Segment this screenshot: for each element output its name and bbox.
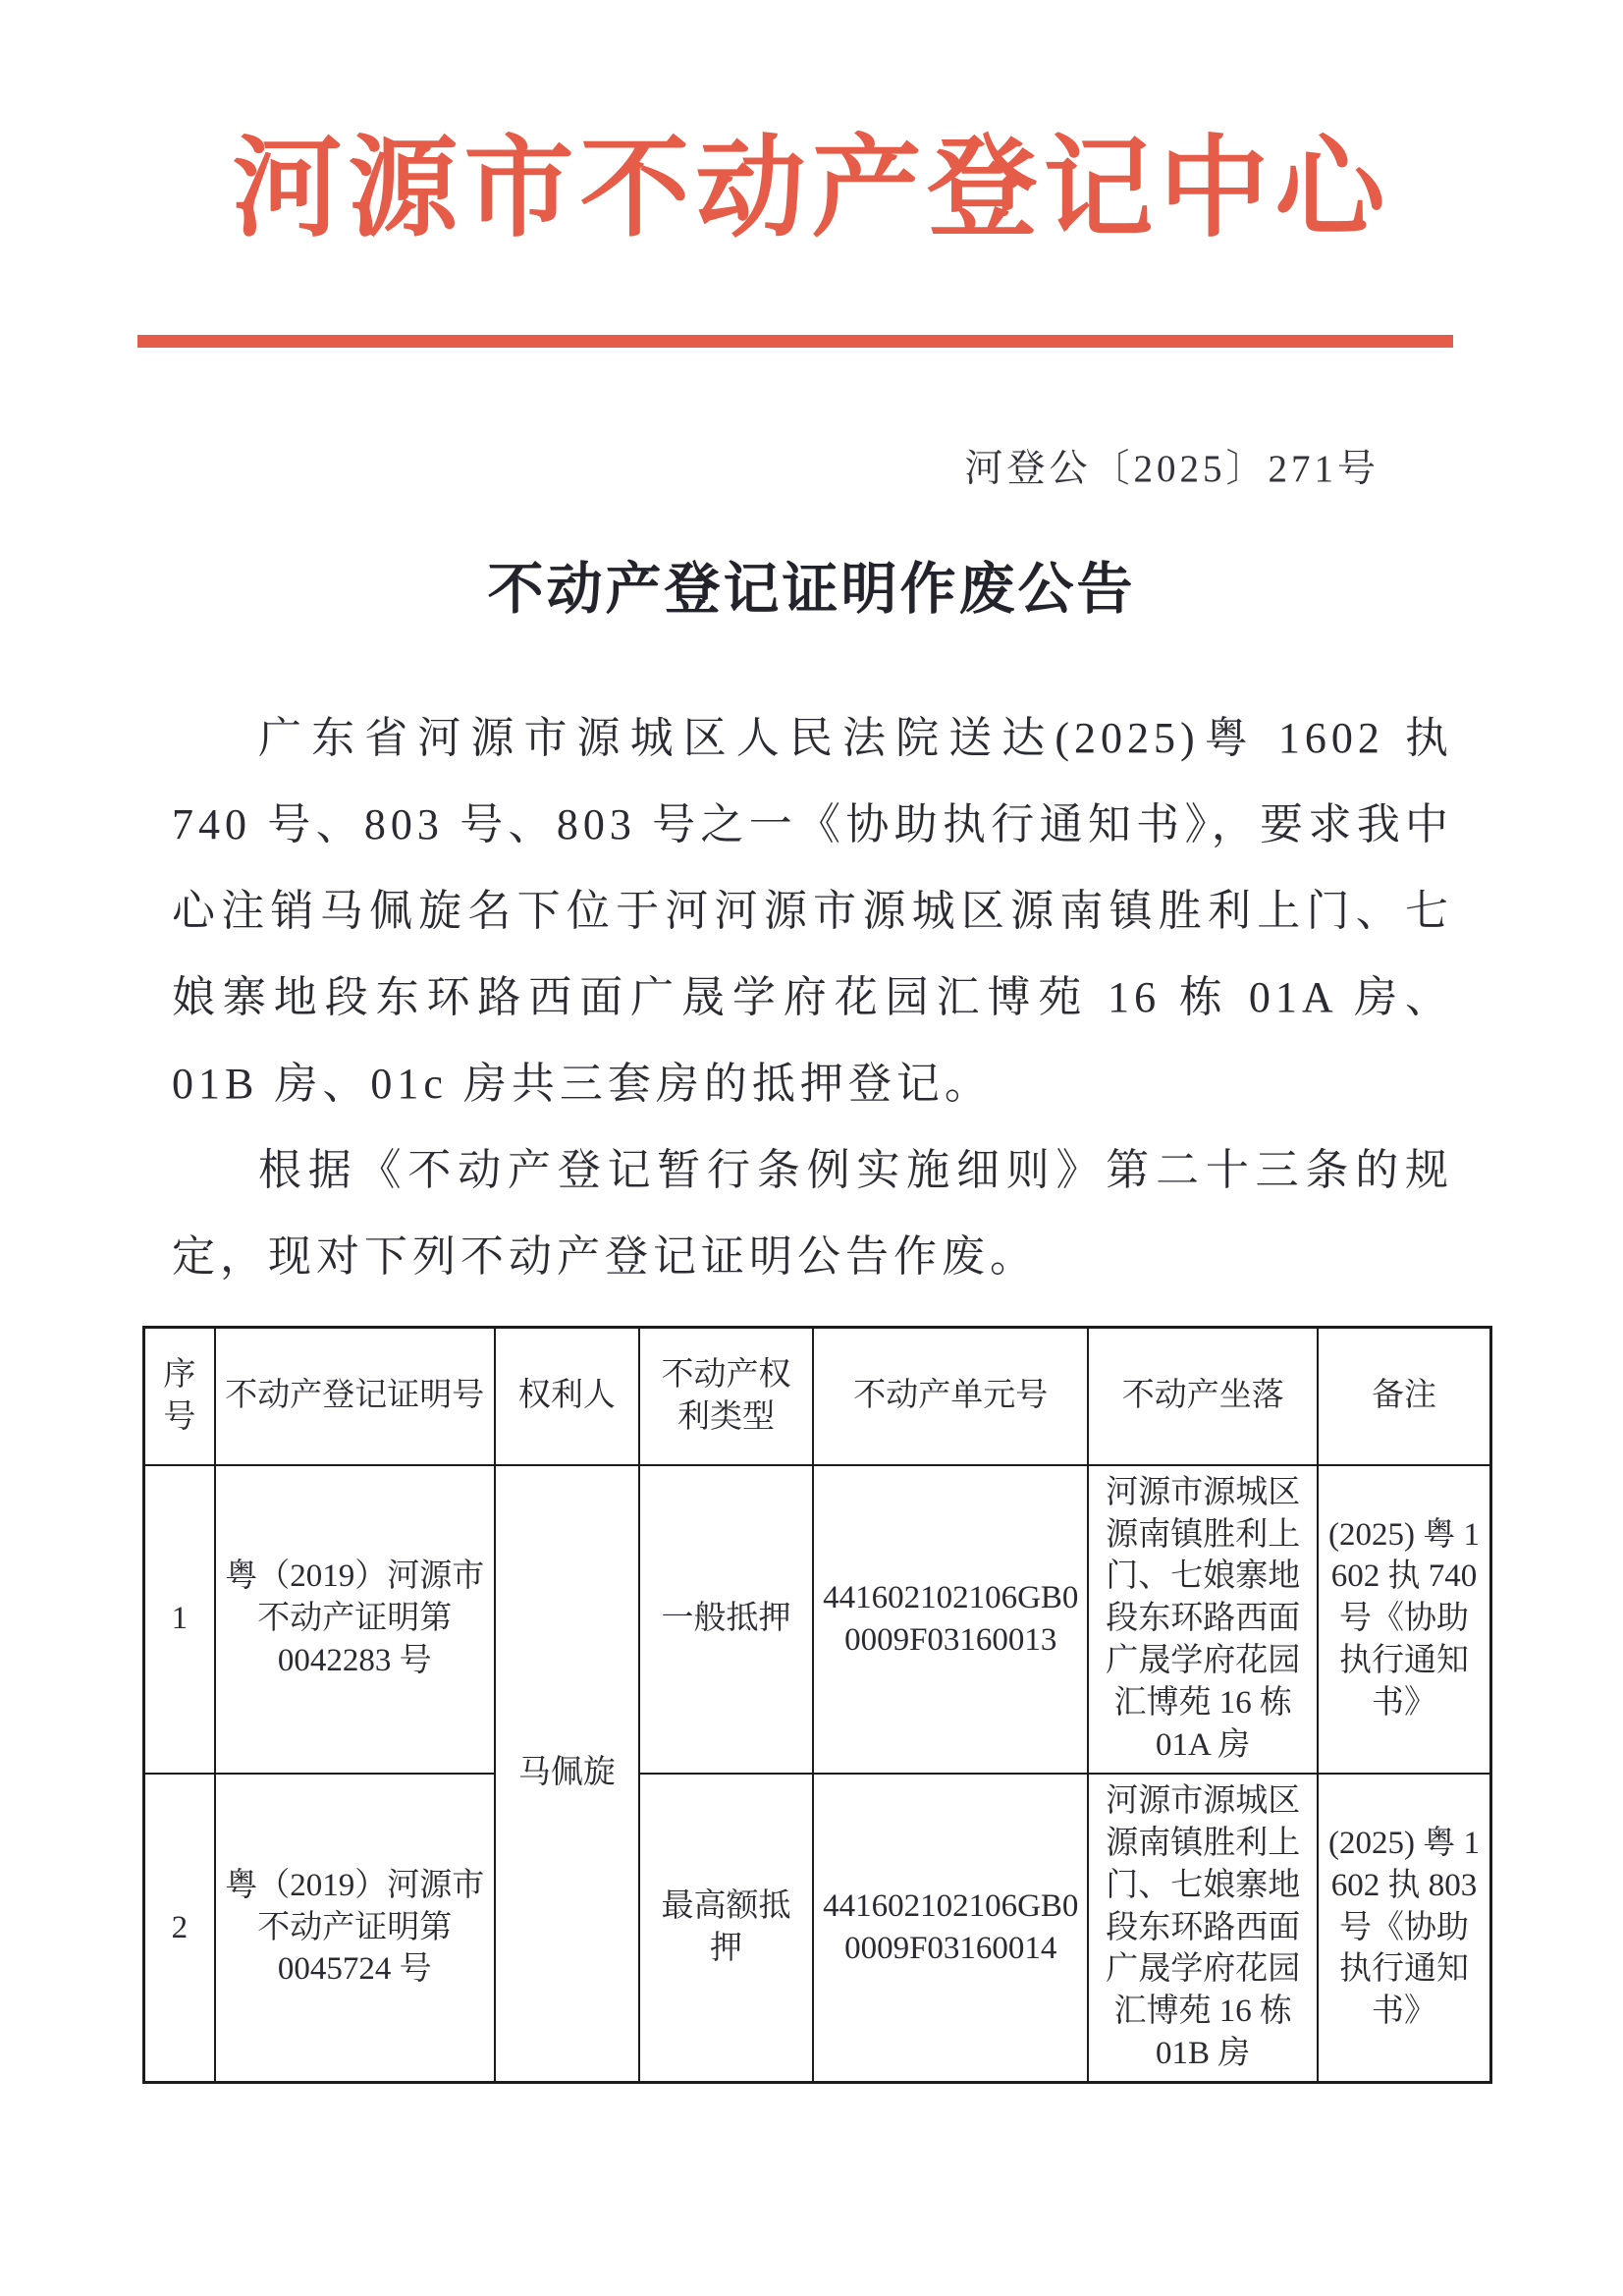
cell-right-type: 一般抵押 (639, 1465, 813, 1774)
cell-right-type: 最高额抵押 (639, 1774, 813, 2083)
header-cert-no: 不动产登记证明号 (215, 1328, 495, 1465)
table-header-row (144, 1328, 1491, 1465)
letterhead-org-name: 河源市不动产登记中心 (232, 129, 1391, 250)
header-unit-no: 不动产单元号 (813, 1328, 1088, 1465)
notice-paragraph: 根据《不动产登记暂行条例实施细则》第二十三条的规定，现对下列不动产登记证明公告作废。 (172, 1146, 1453, 1282)
voided-certificates-table (142, 1326, 1492, 2084)
cell-index: 1 (144, 1465, 215, 1774)
cell-remark: (2025) 粤 1602 执 740 号《协助执行通知书》 (1318, 1465, 1490, 1774)
cell-unit-no: 441602102106GB00009F03160013 (813, 1465, 1088, 1774)
cell-index: 2 (144, 1774, 215, 2083)
header-index: 序号 (144, 1328, 215, 1465)
cell-unit-no: 441602102106GB00009F03160014 (813, 1774, 1088, 2083)
letterhead-divider (137, 335, 1453, 348)
table-row (144, 1465, 1491, 1774)
table-row (144, 1774, 1491, 2083)
cell-location: 河源市源城区源南镇胜利上门、七娘寨地段东环路西面广晟学府花园汇博苑 16 栋 01A 房 (1088, 1465, 1318, 1774)
header-rights-holder: 权利人 (495, 1328, 639, 1465)
cell-location: 河源市源城区源南镇胜利上门、七娘寨地段东环路西面广晟学府花园汇博苑 16 栋 01B 房 (1088, 1774, 1318, 2083)
cell-cert-no: 粤（2019）河源市不动产证明第 0042283 号 (215, 1465, 495, 1774)
notice-paragraph: 广东省河源市源城区人民法院送达(2025)粤 1602 执 740 号、803 号、803 号之一《协助执行通知书》，要求我中心注销马佩旋名下位于河河源市源城区源南镇胜利上门、七娘寨地段东环路西面广晟学府花园汇博苑 16 栋 01A 房、01B 房、01c 房共三套房的抵押登记。 (172, 714, 1453, 1109)
cell-cert-no: 粤（2019）河源市不动产证明第 0045724 号 (215, 1774, 495, 2083)
header-location: 不动产坐落 (1088, 1328, 1318, 1465)
cell-rights-holder: 马佩旋 (495, 1465, 639, 2083)
cell-remark: (2025) 粤 1602 执 803 号《协助执行通知书》 (1318, 1774, 1490, 2083)
doc-number: 河登公〔2025〕271号 (964, 448, 1380, 491)
page-title: 不动产登记证明作废公告 (487, 559, 1136, 622)
header-right-type: 不动产权利类型 (639, 1328, 813, 1465)
header-remark: 备注 (1318, 1328, 1490, 1465)
notice-body (172, 695, 1453, 1300)
